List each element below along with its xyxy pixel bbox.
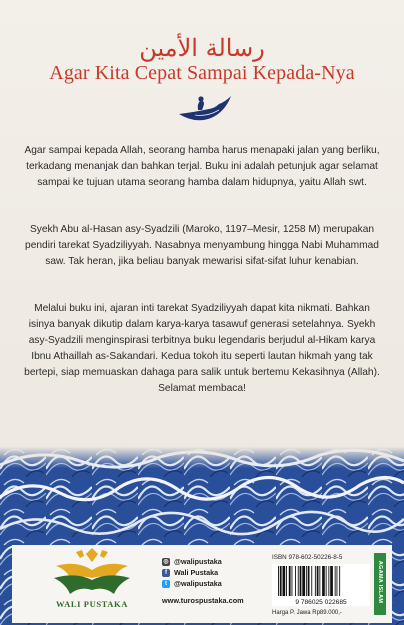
barcode-bar — [302, 566, 305, 596]
social-twitter[interactable] — [162, 578, 282, 589]
barcode-bar — [283, 566, 286, 596]
barcode-bar — [339, 566, 340, 596]
barcode-bar — [315, 566, 316, 596]
social-links — [162, 556, 282, 589]
paragraph-2: Syekh Abu al-Hasan asy-Syadzili (Maroko, 1197–Mesir, 1258 M) merupakan pendiri tarekat Syadziliyyah. Nasabnya menyambung hingga Nabi Muhammad saw. Tak heran, jika beliau banyak mewarisi sifat-sifat luhur kenabian. — [25, 224, 379, 267]
paragraph-3: Melalui buku ini, ajaran inti tarekat Syadziliyyah dapat kita nikmati. Bahkan isinya banyak dikutip dalam karya-karya tasawuf generasi setelahnya. Syekh asy-Syadzili menginspirasi terbitnya buku legendaris berjudul al-Hikam karya Ibnu Athaillah as-Sakandari. Kedua tokoh itu seperti lautan hikmah yang tak bertepi, siap memuaskan dahaga para salik untuk bertemu Kekasihnya (Allah). Selamat membaca! — [24, 303, 380, 394]
barcode — [272, 564, 370, 606]
website-link[interactable]: www.turospustaka.com — [162, 596, 244, 605]
twitter-icon: t — [162, 580, 170, 588]
barcode-bar — [308, 566, 310, 596]
instagram-icon: ◎ — [163, 559, 169, 565]
category-tab — [374, 553, 386, 615]
boat-icon — [175, 90, 235, 126]
social-facebook[interactable] — [162, 567, 282, 578]
barcode-bars — [272, 564, 370, 606]
facebook-icon: f — [162, 569, 170, 577]
book-title: Agar Kita Cepat Sampai Kepada-Nya — [49, 62, 355, 84]
facebook-handle: Wali Pustaka — [174, 568, 219, 577]
barcode-bar — [328, 566, 329, 596]
barcode-bar — [298, 566, 299, 596]
barcode-bar — [311, 566, 312, 596]
barcode-number: 9 786025 022685 — [295, 599, 347, 606]
barcode-bar — [295, 566, 296, 596]
barcode-bar — [286, 566, 287, 596]
paragraph-1: Agar sampai kepada Allah, seorang hamba harus menapaki jalan yang berliku, terkadang menanjak dan bahkan terjal. Buku ini adalah petunjuk agar selamat sampai ke tujuan utama seorang hamba dalam hidupnya, yaitu Allah swt. — [24, 145, 380, 188]
barcode-bar — [306, 566, 307, 596]
barcode-bar — [300, 566, 302, 596]
price-label: Harga P. Jawa Rp89.000,- — [272, 610, 342, 616]
barcode-bar — [289, 566, 291, 596]
barcode-bar — [330, 566, 333, 596]
barcode-bar — [326, 566, 327, 596]
barcode-bar — [292, 566, 293, 596]
publisher-name: WALI PUSTAKA — [56, 599, 128, 609]
arabic-title: رسالة الأمين — [139, 34, 265, 62]
instagram-handle: @walipustaka — [174, 557, 222, 566]
category-label: AGAMA ISLAM — [377, 560, 383, 604]
isbn-label: ISBN 978-602-50226-8-5 — [272, 554, 343, 561]
barcode-bar — [335, 566, 336, 596]
barcode-bar — [278, 566, 279, 596]
barcode-bar — [280, 566, 282, 596]
barcode-bar — [319, 566, 320, 596]
barcode-bar — [337, 566, 338, 596]
barcode-bar — [322, 566, 325, 596]
twitter-handle: @walipustaka — [174, 579, 222, 588]
social-instagram[interactable] — [162, 556, 282, 567]
barcode-bar — [317, 566, 319, 596]
